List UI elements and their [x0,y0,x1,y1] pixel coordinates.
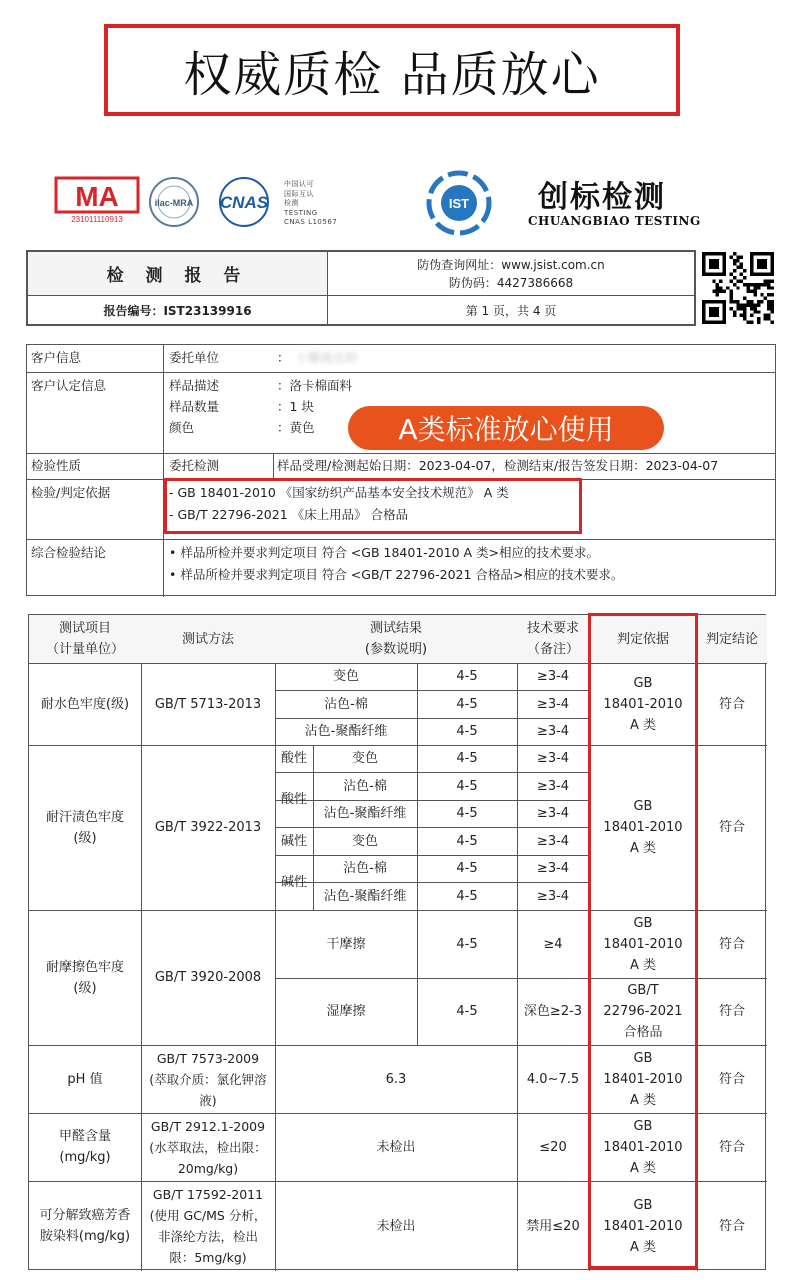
azo-verdict: 符合 [718,1218,745,1234]
sweat-row-value: 4-5 [456,833,478,849]
ph-req: 4.0~7.5 [526,1071,580,1087]
sample-desc-label: 样品描述 [169,378,220,393]
water-row-label: 沾色-聚酯纤维 [304,724,388,739]
basis-line-2: - GB/T 22796-2021 《床上用品》 合格品 [169,507,409,522]
azo-method: GB/T 17592-2011 (使用 GC/MS 分析， 非涤纶方法，检出 限：5mg/kg) [149,1187,267,1265]
water-row-value: 4-5 [456,724,478,739]
sweat-row-label: 沾色-棉 [343,778,387,794]
conclusion-label: 综合检验结论 [31,545,107,560]
water-method: GB/T 5713-2013 [154,696,262,712]
header-method: 测试方法 [141,615,275,663]
client-colon: ： [277,350,290,365]
sample-desc-value: ：洛卡棉面料 [277,378,353,393]
rub-dry-req: ≥4 [543,936,563,952]
conclusion-line-2: • 样品所检并要求判定项目 符合 <GB/T 22796-2021 合格品>相应的技术要求。 [169,567,624,582]
formaldehyde-item: 甲醛含量 (mg/kg) [58,1129,111,1165]
client-name-redacted: 十堰成衣坊 [295,350,358,365]
ph-result: 6.3 [385,1071,407,1087]
header-basis: 判定依据 [589,615,697,663]
sweat-acid-label: 酸性 [280,751,307,766]
ma-number: 231011110913 [71,215,123,224]
sweat-row-req: ≥3-4 [536,806,570,821]
sweat-row-req: ≥3-4 [536,861,570,876]
client-label: 委托单位 [169,350,220,365]
cnas-caption: 中国认可 国际互认 检测 TESTING CNAS L10567 [284,180,338,226]
cma-logo [54,176,140,224]
rub-dry-verdict: 符合 [718,936,745,952]
water-row-req: ≥3-4 [536,724,570,739]
basis-line-1: - GB 18401-2010 《国家纺织产品基本安全技术规范》 A 类 [169,485,509,500]
anti-fake-code: 防伪码：4427386668 [448,275,574,290]
azo-item: 可分解致癌芳香 胺染料(mg/kg) [39,1208,131,1244]
sweat-row-value: 4-5 [456,778,478,794]
header-item: 测试项目 （计量单位） [29,615,141,663]
basis-label: 检验/判定依据 [31,485,111,500]
sweat-method: GB/T 3922-2013 [154,820,262,835]
azo-result: 未检出 [376,1218,416,1234]
sweat-row-value: 4-5 [456,888,478,904]
a-class-badge: A类标准放心使用 [348,406,664,450]
anti-fake-info [328,252,694,296]
water-basis: GB 18401-2010 A 类 [603,675,683,733]
test-dates: 样品受理/检测起始日期：2023-04-07，检测结束/报告签发日期：2023-04-07 [277,458,719,473]
ph-method: GB/T 7573-2009 (萃取介质：氯化钾溶 液) [149,1050,267,1108]
basis-column-highlight [588,613,698,1269]
sweat-alkaline-label: 碱性 [280,833,307,849]
water-row-value: 4-5 [456,696,478,712]
water-row-label: 变色 [332,669,359,684]
sweat-row-req: ≥3-4 [536,778,570,794]
rub-wet-req: 深色≥2-3 [523,1004,583,1019]
formaldehyde-method: GB/T 2912.1-2009 (水萃取法，检出限： 20mg/kg) [149,1118,267,1176]
ph-item: pH 值 [67,1071,103,1087]
rub-wet-basis: GB/T 22796-2021 合格品 [603,983,683,1040]
ph-verdict: 符合 [718,1071,745,1087]
water-row-value: 4-5 [456,669,478,684]
formaldehyde-req: ≤20 [539,1139,567,1155]
rub-wet-value: 4-5 [456,1004,478,1019]
rub-dry-value: 4-5 [456,936,478,952]
rub-item: 耐摩擦色牢度 (级) [45,959,124,996]
conclusion-line-1: • 样品所检并要求判定项目 符合 <GB 18401-2010 A 类>相应的技术要求。 [169,545,600,560]
sample-qty-value: ：1 块 [277,399,314,414]
report-number: 报告编号：IST23139916 [28,296,328,324]
sweat-acid-label: 酸性 [280,792,307,807]
azo-req: 禁用≤20 [526,1218,580,1234]
sweat-item: 耐汗渍色牢度 (级) [45,809,124,846]
sweat-row-label: 沾色-聚酯纤维 [323,888,407,904]
sweat-alkaline-label: 碱性 [280,875,307,890]
sweat-row-label: 变色 [351,751,378,766]
nature-value: 委托检测 [169,458,220,473]
sweat-row-req: ≥3-4 [536,888,570,904]
svg-text:IST: IST [448,196,470,211]
water-row-label: 沾色-棉 [324,696,368,712]
sweat-row-req: ≥3-4 [536,751,570,766]
sample-qty-label: 样品数量 [169,399,220,414]
brand-name-en: CHUANGBIAO TESTING [528,214,701,228]
sweat-row-value: 4-5 [456,751,478,766]
rub-wet-label: 湿摩擦 [326,1004,366,1019]
anti-fake-site: 防伪查询网址：www.jsist.com.cn [417,257,605,272]
sweat-row-label: 沾色-聚酯纤维 [323,806,407,821]
water-item: 耐水色牢度(级) [40,696,130,712]
color-label: 颜色 [169,420,195,435]
formaldehyde-basis: GB 18401-2010 A 类 [603,1118,683,1176]
sweat-row-label: 变色 [351,833,378,849]
headline-banner: 权威质检 品质放心 [104,24,680,116]
rub-dry-label: 干摩擦 [326,936,366,952]
svg-text:CNAS: CNAS [219,193,269,212]
page-indicator: 第 1 页，共 4 页 [465,303,557,318]
rub-method: GB/T 3920-2008 [154,970,262,985]
cnas-logo [210,176,278,228]
header-result: 测试结果 (参数说明) [275,615,517,663]
sweat-verdict: 符合 [718,820,745,835]
header-verdict: 判定结论 [697,615,767,663]
sweat-basis: GB 18401-2010 A 类 [603,799,683,856]
qr-code[interactable] [702,252,774,324]
customer-info-label: 客户信息 [31,350,82,365]
sweat-row-value: 4-5 [456,861,478,876]
rub-dry-basis: GB 18401-2010 A 类 [603,915,683,973]
client-info-table [26,344,776,596]
ist-logo [426,170,492,236]
ph-basis: GB 18401-2010 A 类 [603,1050,683,1108]
water-row-req: ≥3-4 [536,696,570,712]
formaldehyde-verdict: 符合 [718,1139,745,1155]
basis-highlight-box [164,478,582,534]
brand-name-cn: 创标检测 [538,180,666,215]
rub-wet-verdict: 符合 [718,1004,745,1019]
sweat-row-label: 沾色-棉 [343,861,387,876]
header-requirement: 技术要求 （备注） [517,615,589,663]
nature-label: 检验性质 [31,458,82,473]
azo-basis: GB 18401-2010 A 类 [603,1197,683,1255]
sweat-row-value: 4-5 [456,806,478,821]
sweat-row-req: ≥3-4 [536,833,570,849]
water-verdict: 符合 [718,696,745,712]
confirm-info-label: 客户认定信息 [31,378,107,393]
svg-text:MA: MA [75,181,119,212]
report-header [26,250,696,326]
color-value: ：黄色 [277,420,315,435]
ilac-mra-logo [148,176,200,228]
report-title: 检 测 报 告 [28,252,328,296]
formaldehyde-result: 未检出 [376,1139,416,1155]
svg-text:ilac-MRA: ilac-MRA [154,198,194,208]
water-row-req: ≥3-4 [536,669,570,684]
